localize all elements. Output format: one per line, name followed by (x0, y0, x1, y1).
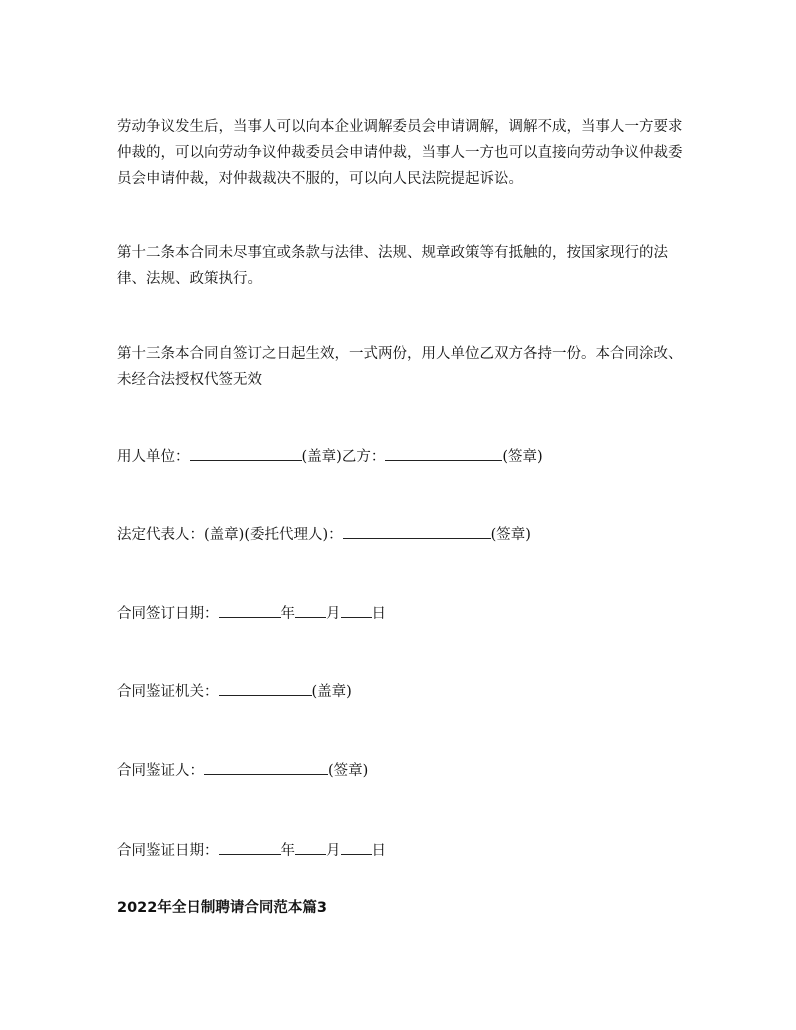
certifier-sign-text: (签章) (328, 763, 369, 779)
sign-date-line (117, 601, 386, 627)
sign-month-blank (295, 602, 326, 618)
cert-date-line (117, 838, 386, 864)
sign-day-blank (341, 602, 372, 618)
employer-blank (190, 445, 302, 461)
cert-org-seal-text: (盖章) (311, 684, 352, 700)
cert-date-label: 合同鉴证日期： (117, 843, 219, 859)
employer-signature-line (117, 444, 543, 470)
cert-year-text: 年 (280, 843, 295, 859)
cert-org-line (117, 679, 352, 705)
cert-month-blank (295, 839, 326, 855)
cert-month-text: 月 (326, 843, 341, 859)
employer-label: 用人单位： (117, 449, 190, 465)
paragraph-article-12: 第十二条本合同未尽事宜或条款与法律、法规、规章政策等有抵触的，按国家现行的法律、法规、政策执行。 (117, 245, 668, 287)
agent-blank (343, 523, 491, 539)
agent-sign-text: (签章) (490, 527, 531, 543)
cert-day-blank (341, 839, 372, 855)
sign-day-text: 日 (371, 606, 386, 622)
employer-seal-text: (盖章)乙方： (301, 449, 386, 465)
cert-day-text: 日 (371, 843, 386, 859)
sign-year-text: 年 (280, 606, 295, 622)
legal-rep-label: 法定代表人：(盖章)(委托代理人)： (117, 527, 343, 543)
paragraph-labor-dispute: 劳动争议发生后，当事人可以向本企业调解委员会申请调解，调解不成，当事人一方要求仲裁的，可以向劳动争议仲裁委员会申请仲裁，当事人一方也可以直接向劳动争议仲裁委员会申请仲裁，对仲裁裁决不服的，可以向人民法院提起诉讼。 (117, 119, 683, 187)
certifier-line (117, 758, 368, 784)
sign-year-blank (219, 602, 281, 618)
legal-rep-line (117, 522, 531, 548)
next-section-title: 2022年全日制聘请合同范本篇3 (117, 900, 327, 916)
cert-org-blank (219, 680, 312, 696)
sign-month-text: 月 (326, 606, 341, 622)
party-b-sign-text: (签章) (502, 449, 543, 465)
cert-org-label: 合同鉴证机关： (117, 684, 219, 700)
paragraph-article-13: 第十三条本合同自签订之日起生效，一式两份，用人单位乙双方各持一份。本合同涂改、未经合法授权代签无效 (117, 346, 683, 388)
party-b-blank (385, 445, 502, 461)
sign-date-label: 合同签订日期： (117, 606, 219, 622)
cert-year-blank (219, 839, 281, 855)
certifier-label: 合同鉴证人： (117, 763, 204, 779)
certifier-blank (204, 759, 328, 775)
